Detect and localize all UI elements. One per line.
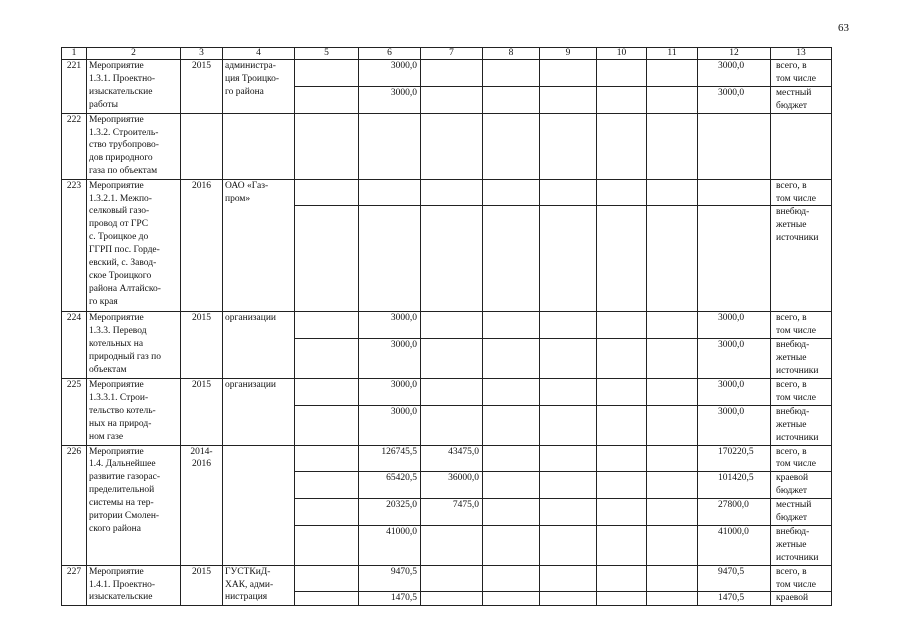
col9-cell — [540, 472, 597, 499]
column-header: 9 — [540, 48, 597, 60]
funding-source-line: том числе — [776, 73, 817, 84]
period-cell-line: 2015 — [192, 566, 211, 577]
executor-cell-line: ОАО «Газ- — [225, 180, 269, 191]
funding-source-line: всего, в — [776, 379, 807, 390]
col7-value — [421, 60, 483, 87]
funding-source-line: внебюд- — [776, 526, 810, 537]
col10-cell — [597, 525, 647, 565]
col10-cell — [597, 378, 647, 405]
measure-name-line: с. Троицкое до — [89, 232, 149, 243]
col7-value — [421, 206, 483, 312]
col11-cell — [647, 525, 698, 565]
funding-source-line: источники — [776, 432, 819, 443]
executor-cell — [223, 378, 295, 445]
col7-value — [421, 525, 483, 565]
col11-cell — [647, 565, 698, 592]
col12-total: 1470,5 — [698, 592, 771, 606]
period-cell — [181, 312, 223, 379]
col8-cell — [483, 312, 540, 339]
col5-cell — [295, 179, 359, 206]
col7-value — [421, 592, 483, 606]
funding-source — [771, 592, 832, 606]
executor-cell-line: нистрация — [225, 592, 268, 603]
col6-value: 65420,5 — [359, 472, 421, 499]
col12-total — [698, 179, 771, 206]
measure-name-line: Мероприятие — [89, 114, 144, 125]
column-header: 13 — [771, 48, 832, 60]
col5-cell — [295, 86, 359, 113]
col10-cell — [597, 179, 647, 206]
funding-source — [771, 339, 832, 379]
period-cell-line: 2016 — [192, 459, 211, 470]
col5-cell — [295, 565, 359, 592]
col8-cell — [483, 499, 540, 526]
measure-name-line: Мероприятие — [89, 180, 144, 191]
col12-total: 3000,0 — [698, 312, 771, 339]
measure-name-line: Мероприятие — [89, 313, 144, 324]
measure-name-line: природный газ по — [89, 352, 161, 363]
col5-cell — [295, 472, 359, 499]
col12-total: 3000,0 — [698, 405, 771, 445]
funding-source — [771, 405, 832, 445]
funding-source — [771, 86, 832, 113]
col9-cell — [540, 113, 597, 179]
funding-source — [771, 499, 832, 526]
measure-name-line: Мероприятие — [89, 566, 144, 577]
col10-cell — [597, 60, 647, 87]
col6-value: 3000,0 — [359, 312, 421, 339]
funding-source — [771, 179, 832, 206]
col11-cell — [647, 86, 698, 113]
funding-source-line: жетные — [776, 220, 807, 231]
col12-total: 27800,0 — [698, 499, 771, 526]
executor-cell-line: ХАК, адми- — [225, 579, 274, 590]
measure-name-line: 1.3.2.1. Межпо- — [89, 193, 152, 204]
funding-source-line: внебюд- — [776, 340, 810, 351]
funding-source — [771, 60, 832, 87]
measure-name-line: Мероприятие — [89, 61, 144, 71]
funding-source — [771, 378, 832, 405]
measure-name — [87, 378, 181, 445]
executor-cell — [223, 179, 295, 312]
funding-source-line: бюджет — [776, 513, 808, 524]
col6-value — [359, 206, 421, 312]
funding-source-line: том числе — [776, 579, 817, 590]
executor-cell — [223, 60, 295, 114]
funding-source-line: всего, в — [776, 313, 807, 324]
measure-name-line: развитие газорас- — [89, 472, 161, 483]
measure-name-line: работы — [89, 99, 118, 110]
measure-name-line: селковый газо- — [89, 206, 150, 217]
col11-cell — [647, 445, 698, 472]
funding-source-line: всего, в — [776, 566, 807, 577]
col9-cell — [540, 499, 597, 526]
measure-name — [87, 179, 181, 312]
col11-cell — [647, 378, 698, 405]
col5-cell — [295, 206, 359, 312]
table-row — [62, 378, 832, 405]
period-cell — [181, 445, 223, 565]
col9-cell — [540, 60, 597, 87]
column-header: 2 — [87, 48, 181, 60]
col9-cell — [540, 592, 597, 606]
col5-cell — [295, 499, 359, 526]
funding-source-line: том числе — [776, 392, 817, 403]
funding-source-line: жетные — [776, 539, 807, 550]
col7-value — [421, 179, 483, 206]
measure-name-line: евский, с. Завод- — [89, 258, 157, 269]
measure-name-line: дов природного — [89, 153, 153, 164]
col9-cell — [540, 339, 597, 379]
col6-value: 126745,5 — [359, 445, 421, 472]
funding-source — [771, 565, 832, 592]
measure-name-line: ское Троицкого — [89, 270, 152, 281]
funding-source-line: источники — [776, 366, 819, 377]
funding-source-line: местный — [776, 500, 812, 511]
funding-source-line: внебюд- — [776, 207, 810, 218]
col5-cell — [295, 378, 359, 405]
funding-source — [771, 206, 832, 312]
col9-cell — [540, 206, 597, 312]
column-header: 4 — [223, 48, 295, 60]
measure-name — [87, 113, 181, 179]
col5-cell — [295, 405, 359, 445]
col6-value — [359, 113, 421, 179]
measure-name-line: 1.3.1. Проектно- — [89, 73, 156, 84]
table-row — [62, 565, 832, 592]
col11-cell — [647, 405, 698, 445]
measure-name — [87, 312, 181, 379]
budget-table — [61, 47, 832, 606]
col11-cell — [647, 339, 698, 379]
col7-value — [421, 405, 483, 445]
col10-cell — [597, 339, 647, 379]
col11-cell — [647, 499, 698, 526]
executor-cell-line: ГУСТКиД- — [225, 566, 271, 577]
funding-source — [771, 312, 832, 339]
col8-cell — [483, 86, 540, 113]
executor-cell-line: пром» — [225, 193, 251, 204]
table-row — [62, 312, 832, 339]
col8-cell — [483, 592, 540, 606]
col5-cell — [295, 592, 359, 606]
col12-total: 3000,0 — [698, 378, 771, 405]
row-number: 224 — [62, 312, 87, 379]
executor-cell — [223, 312, 295, 379]
col10-cell — [597, 86, 647, 113]
col8-cell — [483, 179, 540, 206]
page-number: 63 — [838, 22, 849, 34]
col6-value: 3000,0 — [359, 378, 421, 405]
measure-name-line: Мероприятие — [89, 379, 144, 390]
col8-cell — [483, 405, 540, 445]
measure-name-line: 1.4.1. Проектно- — [89, 579, 156, 590]
col10-cell — [597, 472, 647, 499]
funding-source-line: бюджет — [776, 100, 808, 111]
funding-source-line: жетные — [776, 353, 807, 364]
col10-cell — [597, 405, 647, 445]
col12-total: 9470,5 — [698, 565, 771, 592]
funding-source-line: всего, в — [776, 446, 807, 457]
column-header: 1 — [62, 48, 87, 60]
col8-cell — [483, 525, 540, 565]
col7-value — [421, 565, 483, 592]
measure-name-line: ных на природ- — [89, 418, 152, 429]
column-header: 8 — [483, 48, 540, 60]
measure-name-line: изыскательские — [89, 592, 153, 603]
col6-value: 3000,0 — [359, 86, 421, 113]
table-header-row — [62, 48, 832, 60]
col9-cell — [540, 312, 597, 339]
col9-cell — [540, 525, 597, 565]
measure-name-line: котельных на — [89, 339, 144, 350]
executor-cell — [223, 445, 295, 565]
col10-cell — [597, 565, 647, 592]
col9-cell — [540, 86, 597, 113]
period-cell-line: 2015 — [192, 313, 211, 324]
measure-name-line: системы на тер- — [89, 498, 154, 509]
col7-value: 7475,0 — [421, 499, 483, 526]
funding-source — [771, 472, 832, 499]
col8-cell — [483, 60, 540, 87]
col11-cell — [647, 60, 698, 87]
col6-value: 1470,5 — [359, 592, 421, 606]
funding-source-line: местный — [776, 87, 812, 98]
funding-source-line: внебюд- — [776, 406, 810, 417]
column-header: 10 — [597, 48, 647, 60]
funding-source-line: краевой — [776, 473, 809, 484]
col7-value — [421, 86, 483, 113]
col7-value: 43475,0 — [421, 445, 483, 472]
col6-value: 9470,5 — [359, 565, 421, 592]
measure-name-line: ГГРП пос. Горде- — [89, 245, 160, 256]
col12-total — [698, 113, 771, 179]
executor-cell-line: ция Троицко- — [225, 73, 280, 84]
col5-cell — [295, 113, 359, 179]
col12-total: 101420,5 — [698, 472, 771, 499]
period-cell — [181, 179, 223, 312]
measure-name-line: 1.3.2. Строитель- — [89, 127, 159, 138]
period-cell-line: 2015 — [192, 379, 211, 390]
col9-cell — [540, 179, 597, 206]
measure-name-line: го края — [89, 296, 118, 307]
col10-cell — [597, 499, 647, 526]
funding-source-line: том числе — [776, 459, 817, 470]
col11-cell — [647, 179, 698, 206]
measure-name-line: провод от ГРС — [89, 219, 149, 230]
col6-value — [359, 179, 421, 206]
funding-source-line: всего, в — [776, 180, 807, 191]
funding-source — [771, 445, 832, 472]
col12-total: 170220,5 — [698, 445, 771, 472]
executor-cell-line: организации — [225, 313, 277, 324]
funding-source-line: жетные — [776, 419, 807, 430]
measure-name-line: тельство котель- — [89, 405, 156, 416]
col11-cell — [647, 312, 698, 339]
funding-source — [771, 525, 832, 565]
col10-cell — [597, 206, 647, 312]
col8-cell — [483, 339, 540, 379]
funding-source-line: том числе — [776, 326, 817, 337]
funding-source-line: источники — [776, 552, 819, 563]
col9-cell — [540, 405, 597, 445]
executor-cell — [223, 565, 295, 606]
period-cell-line: 2014- — [190, 446, 213, 457]
col6-value: 20325,0 — [359, 499, 421, 526]
funding-source-line: том числе — [776, 193, 817, 204]
col6-value: 41000,0 — [359, 525, 421, 565]
executor-cell — [223, 113, 295, 179]
measure-name-line: ном газе — [89, 431, 124, 442]
col10-cell — [597, 312, 647, 339]
table-row — [62, 60, 832, 87]
column-header: 11 — [647, 48, 698, 60]
measure-name-line: ство трубопрово- — [89, 140, 159, 151]
col12-total: 3000,0 — [698, 60, 771, 87]
col11-cell — [647, 113, 698, 179]
row-number: 225 — [62, 378, 87, 445]
measure-name-line: пределительной — [89, 485, 155, 496]
executor-cell-line: го района — [225, 86, 264, 97]
funding-source-line: всего, в — [776, 61, 807, 71]
executor-cell-line: администра- — [225, 61, 276, 71]
col11-cell — [647, 206, 698, 312]
col7-value: 36000,0 — [421, 472, 483, 499]
col11-cell — [647, 592, 698, 606]
col6-value: 3000,0 — [359, 405, 421, 445]
period-cell-line: 2015 — [192, 61, 211, 71]
measure-name-line: ритории Смолен- — [89, 511, 160, 522]
period-cell — [181, 378, 223, 445]
col5-cell — [295, 60, 359, 87]
col8-cell — [483, 445, 540, 472]
col10-cell — [597, 445, 647, 472]
col6-value: 3000,0 — [359, 339, 421, 379]
col6-value: 3000,0 — [359, 60, 421, 87]
row-number: 227 — [62, 565, 87, 606]
period-cell — [181, 113, 223, 179]
row-number: 221 — [62, 60, 87, 114]
column-header: 3 — [181, 48, 223, 60]
row-number: 223 — [62, 179, 87, 312]
col7-value — [421, 378, 483, 405]
period-cell — [181, 565, 223, 606]
measure-name — [87, 565, 181, 606]
measure-name-line: объектам — [89, 365, 127, 376]
table-row — [62, 113, 832, 179]
funding-source-line: источники — [776, 233, 819, 244]
col10-cell — [597, 113, 647, 179]
executor-cell-line: организации — [225, 379, 277, 390]
column-header: 5 — [295, 48, 359, 60]
col8-cell — [483, 378, 540, 405]
col5-cell — [295, 339, 359, 379]
funding-source-line: краевой — [776, 593, 809, 604]
col5-cell — [295, 445, 359, 472]
measure-name-line: изыскательские — [89, 86, 153, 97]
column-header: 7 — [421, 48, 483, 60]
col12-total: 3000,0 — [698, 86, 771, 113]
col12-total: 3000,0 — [698, 339, 771, 379]
col7-value — [421, 113, 483, 179]
col8-cell — [483, 565, 540, 592]
row-number: 226 — [62, 445, 87, 565]
measure-name-line: газа по объектам — [89, 166, 158, 177]
measure-name — [87, 60, 181, 114]
column-header: 6 — [359, 48, 421, 60]
row-number: 222 — [62, 113, 87, 179]
col7-value — [421, 339, 483, 379]
measure-name-line: 1.3.3.1. Строи- — [89, 392, 149, 403]
col9-cell — [540, 565, 597, 592]
col8-cell — [483, 472, 540, 499]
measure-name-line: ского района — [89, 523, 141, 534]
measure-name-line: 1.4. Дальнейшее — [89, 459, 156, 470]
col8-cell — [483, 113, 540, 179]
period-cell-line: 2016 — [192, 180, 211, 191]
col12-total — [698, 206, 771, 312]
col9-cell — [540, 378, 597, 405]
col9-cell — [540, 445, 597, 472]
col12-total: 41000,0 — [698, 525, 771, 565]
table-row — [62, 445, 832, 472]
measure-name-line: 1.3.3. Перевод — [89, 326, 147, 337]
col11-cell — [647, 472, 698, 499]
col10-cell — [597, 592, 647, 606]
period-cell — [181, 60, 223, 114]
measure-name-line: района Алтайско- — [89, 283, 161, 294]
funding-source — [771, 113, 832, 179]
funding-source-line: бюджет — [776, 486, 808, 497]
col5-cell — [295, 525, 359, 565]
measure-name-line: Мероприятие — [89, 446, 144, 457]
table-row — [62, 179, 832, 206]
col7-value — [421, 312, 483, 339]
col5-cell — [295, 312, 359, 339]
column-header: 12 — [698, 48, 771, 60]
measure-name — [87, 445, 181, 565]
col8-cell — [483, 206, 540, 312]
